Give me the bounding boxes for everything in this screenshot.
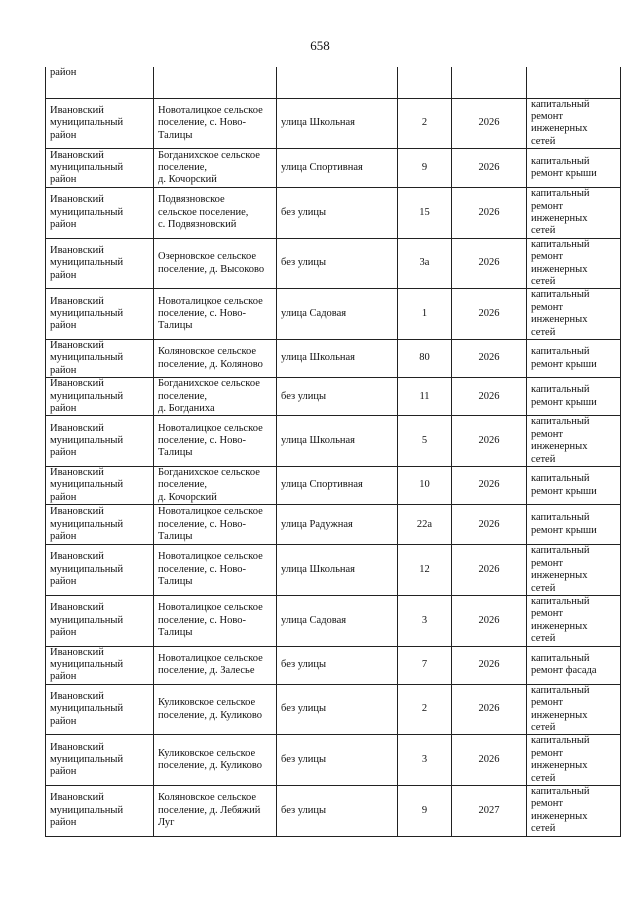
house-number-cell: 2 [398,684,452,735]
table-row [46,98,621,149]
year-cell: 2026 [452,238,527,289]
table-row [46,378,621,416]
work-type-cell: капитальный ремонт фасада [527,646,621,684]
year-cell: 2027 [452,786,527,837]
settlement-cell: Новоталицкое сельское поселение, с. Ново- Талицы [154,289,277,340]
house-number-cell: 7 [398,646,452,684]
year-cell: 2026 [452,595,527,646]
work-type-cell: капитальный ремонт инженерных сетей [527,684,621,735]
work-type-cell: капитальный ремонт крыши [527,467,621,505]
house-number-cell: 2 [398,98,452,149]
street-cell: улица Школьная [277,98,398,149]
settlement-cell: Новоталицкое сельское поселение, с. Ново- Талицы [154,505,277,545]
district-cell: Ивановский муниципальный район [46,684,154,735]
street-cell: улица Школьная [277,340,398,378]
year-cell: 2026 [452,289,527,340]
year-cell: 2026 [452,684,527,735]
district-cell: Ивановский муниципальный район [46,786,154,837]
year-cell: 2026 [452,188,527,239]
district-cell: Ивановский муниципальный район [46,378,154,416]
district-cell: Ивановский муниципальный район [46,505,154,545]
settlement-cell: Новоталицкое сельское поселение, с. Ново- Талицы [154,545,277,596]
table-row [46,646,621,684]
year-cell: 2026 [452,735,527,786]
table-row [46,505,621,545]
work-type-cell: капитальный ремонт инженерных сетей [527,595,621,646]
street-cell: без улицы [277,684,398,735]
street-cell: улица Радужная [277,505,398,545]
table-row [46,467,621,505]
settlement-cell [154,67,277,98]
house-number-cell: 12 [398,545,452,596]
table-row [46,238,621,289]
work-type-cell: капитальный ремонт инженерных сетей [527,98,621,149]
work-type-cell: капитальный ремонт крыши [527,378,621,416]
page-number: 658 [310,38,330,53]
district-cell: Ивановский муниципальный район [46,289,154,340]
district-cell: Ивановский муниципальный район [46,188,154,239]
street-cell: без улицы [277,786,398,837]
year-cell [452,67,527,98]
street-cell: без улицы [277,378,398,416]
year-cell: 2026 [452,340,527,378]
table-row [46,786,621,837]
year-cell: 2026 [452,505,527,545]
house-number-cell: 80 [398,340,452,378]
settlement-cell: Озерновское сельское поселение, д. Высоково [154,238,277,289]
year-cell: 2026 [452,467,527,505]
settlement-cell: Богданихское сельское поселение, д. Богданиха [154,378,277,416]
settlement-cell: Богданихское сельское поселение, д. Кочорский [154,149,277,188]
district-cell: Ивановский муниципальный район [46,98,154,149]
year-cell: 2026 [452,149,527,188]
street-cell: улица Школьная [277,545,398,596]
district-cell: Ивановский муниципальный район [46,646,154,684]
house-number-cell: 5 [398,416,452,467]
street-cell: улица Садовая [277,595,398,646]
house-number-cell: 9 [398,786,452,837]
year-cell: 2026 [452,646,527,684]
work-type-cell: капитальный ремонт крыши [527,340,621,378]
district-cell: район [46,67,154,98]
table-row [46,545,621,596]
district-cell: Ивановский муниципальный район [46,467,154,505]
table-row [46,595,621,646]
house-number-cell: 15 [398,188,452,239]
table-row-continuation [46,67,621,98]
table-row [46,289,621,340]
street-cell: без улицы [277,646,398,684]
table-row [46,188,621,239]
housing-repair-table [45,67,621,837]
street-cell: улица Спортивная [277,149,398,188]
house-number-cell [398,67,452,98]
house-number-cell: 3 [398,735,452,786]
work-type-cell: капитальный ремонт инженерных сетей [527,238,621,289]
street-cell: улица Школьная [277,416,398,467]
work-type-cell: капитальный ремонт инженерных сетей [527,735,621,786]
street-cell: без улицы [277,188,398,239]
table-row [46,149,621,188]
district-cell: Ивановский муниципальный район [46,735,154,786]
work-type-cell: капитальный ремонт крыши [527,149,621,188]
settlement-cell: Куликовское сельское поселение, д. Куликово [154,735,277,786]
settlement-cell: Подвязновское сельское поселение, с. Подвязновский [154,188,277,239]
work-type-cell: капитальный ремонт инженерных сетей [527,786,621,837]
settlement-cell: Новоталицкое сельское поселение, д. Залесье [154,646,277,684]
settlement-cell: Коляновское сельское поселение, д. Лебяжий Луг [154,786,277,837]
table-row [46,684,621,735]
work-type-cell: капитальный ремонт инженерных сетей [527,289,621,340]
settlement-cell: Новоталицкое сельское поселение, с. Ново- Талицы [154,595,277,646]
table-row [46,735,621,786]
year-cell: 2026 [452,416,527,467]
table-row [46,416,621,467]
district-cell: Ивановский муниципальный район [46,238,154,289]
street-cell [277,67,398,98]
district-cell: Ивановский муниципальный район [46,545,154,596]
work-type-cell [527,67,621,98]
house-number-cell: 3а [398,238,452,289]
street-cell: улица Садовая [277,289,398,340]
year-cell: 2026 [452,545,527,596]
work-type-cell: капитальный ремонт инженерных сетей [527,545,621,596]
work-type-cell: капитальный ремонт крыши [527,505,621,545]
house-number-cell: 22а [398,505,452,545]
district-cell: Ивановский муниципальный район [46,340,154,378]
work-type-cell: капитальный ремонт инженерных сетей [527,416,621,467]
settlement-cell: Новоталицкое сельское поселение, с. Ново- Талицы [154,98,277,149]
year-cell: 2026 [452,98,527,149]
street-cell: улица Спортивная [277,467,398,505]
street-cell: без улицы [277,735,398,786]
house-number-cell: 1 [398,289,452,340]
house-number-cell: 3 [398,595,452,646]
house-number-cell: 10 [398,467,452,505]
house-number-cell: 9 [398,149,452,188]
settlement-cell: Богданихское сельское поселение, д. Кочорский [154,467,277,505]
settlement-cell: Куликовское сельское поселение, д. Куликово [154,684,277,735]
district-cell: Ивановский муниципальный район [46,416,154,467]
settlement-cell: Коляновское сельское поселение, д. Коляново [154,340,277,378]
district-cell: Ивановский муниципальный район [46,595,154,646]
house-number-cell: 11 [398,378,452,416]
year-cell: 2026 [452,378,527,416]
table-row [46,340,621,378]
settlement-cell: Новоталицкое сельское поселение, с. Ново- Талицы [154,416,277,467]
work-type-cell: капитальный ремонт инженерных сетей [527,188,621,239]
district-cell: Ивановский муниципальный район [46,149,154,188]
street-cell: без улицы [277,238,398,289]
